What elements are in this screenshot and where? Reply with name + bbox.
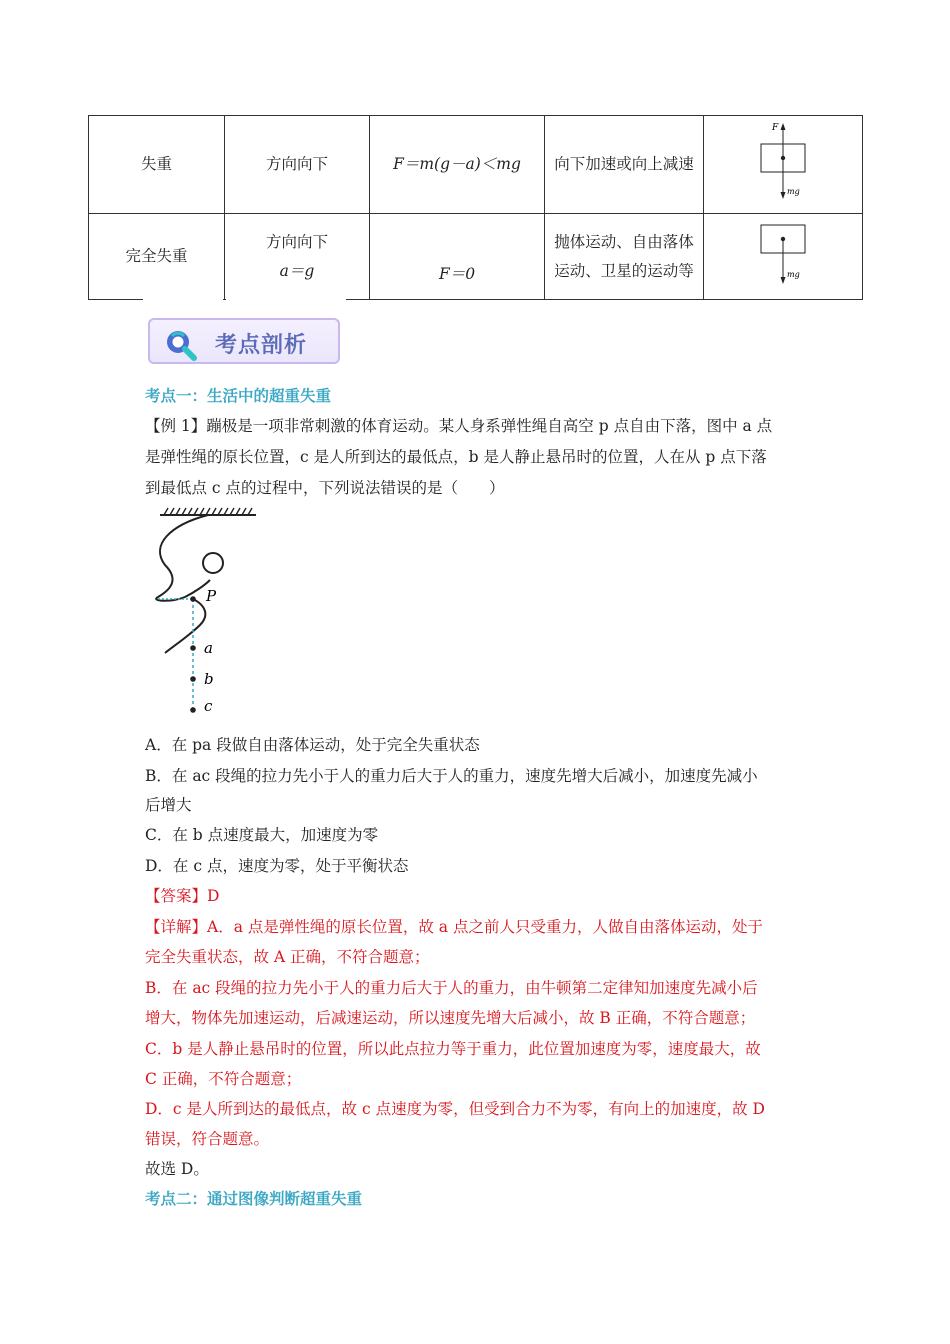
bungee-figure — [150, 505, 265, 720]
option-c: C．在 b 点速度最大，加速度为零 — [145, 826, 379, 844]
example-line-1: 【例 1】蹦极是一项非常刺激的体育运动。某人身系弹性绳自高空 p 点自由下落，图中 a 点 — [145, 417, 773, 435]
point-label-b: b — [204, 670, 214, 688]
search-icon — [161, 326, 201, 362]
point-label-a: a — [204, 639, 213, 657]
force-diagram-cell — [704, 116, 863, 214]
motion-cell: 抛体运动、自由落体运动、卫星的运动等 — [545, 214, 704, 300]
force-label-mg: mg — [787, 269, 800, 279]
state-name-cell: 完全失重 — [89, 214, 225, 300]
detail-tag: 【详解】 — [145, 918, 208, 936]
force-label-mg: mg — [787, 186, 800, 196]
detail-line-1: 【详解】A．a 点是弹性绳的原长位置，故 a 点之前人只受重力，人做自由落体运动，处于 — [145, 918, 763, 936]
conclusion-line: 故选 D。 — [145, 1160, 209, 1178]
formula-cell: F＝m(g－a)＜mg — [370, 116, 545, 214]
topic-heading-2: 考点二：通过图像判断超重失重 — [145, 1189, 363, 1208]
section-badge-title: 考点剖析 — [215, 333, 308, 358]
direction-cell: 方向向下 a＝g — [225, 214, 370, 300]
force-diagram-cell — [704, 214, 863, 300]
option-b: B．在 ac 段绳的拉力先小于人的重力后大于人的重力，速度先增大后减小，加速度先减小 — [145, 767, 758, 785]
page-gap — [226, 297, 346, 303]
table-row — [89, 116, 863, 214]
point-label-c: c — [204, 697, 213, 715]
example-line-3: 到最低点 c 点的过程中，下列说法错误的是（ ） — [145, 479, 505, 497]
detail-line-6: C 正确，不符合题意； — [145, 1070, 302, 1088]
motion-cell: 向下加速或向上减速 — [545, 116, 704, 214]
answer-tag: 【答案】 — [145, 887, 208, 905]
section-badge — [145, 314, 345, 370]
example-tag: 【例 1】 — [145, 417, 207, 435]
page-gap — [143, 297, 223, 303]
force-label-F: F — [772, 122, 779, 133]
point-label-P: P — [206, 587, 217, 605]
detail-line-2: 完全失重状态，故 A 正确，不符合题意； — [145, 948, 430, 966]
state-name-cell: 失重 — [89, 116, 225, 214]
force-diagram-complete-weightless — [753, 217, 813, 287]
force-diagram-weightless — [753, 120, 813, 200]
table-row — [89, 214, 863, 300]
direction-cell: 方向向下 — [225, 116, 370, 214]
detail-line-3: B．在 ac 段绳的拉力先小于人的重力后大于人的重力，由牛顿第二定律知加速度先减小后 — [145, 979, 758, 997]
detail-line-7: D．c 是人所到达的最低点，故 c 点速度为零，但受到合力不为零，有向上的加速度，故 D — [145, 1100, 765, 1118]
weightlessness-table — [88, 115, 863, 300]
formula-cell: F＝0 — [370, 214, 545, 300]
option-d: D．在 c 点，速度为零，处于平衡状态 — [145, 857, 409, 875]
answer-line — [145, 884, 219, 908]
detail-line-8: 错误，符合题意。 — [145, 1130, 270, 1148]
topic-heading-1: 考点一：生活中的超重失重 — [145, 386, 332, 405]
detail-line-4: 增大，物体先加速运动，后减速运动，所以速度先增大后减小，故 B 正确，不符合题意； — [145, 1009, 756, 1027]
detail-line-5: C．b 是人静止悬吊时的位置，所以此点拉力等于重力，此位置加速度为零，速度最大，故 — [145, 1040, 761, 1058]
answer-value: D — [207, 887, 220, 905]
option-b-cont: 后增大 — [145, 796, 192, 814]
option-a: A．在 pa 段做自由落体运动，处于完全失重状态 — [145, 736, 480, 754]
example-line-2: 是弹性绳的原长位置，c 是人所到达的最低点，b 是人静止悬吊时的位置，人在从 p 点下落 — [145, 448, 767, 466]
